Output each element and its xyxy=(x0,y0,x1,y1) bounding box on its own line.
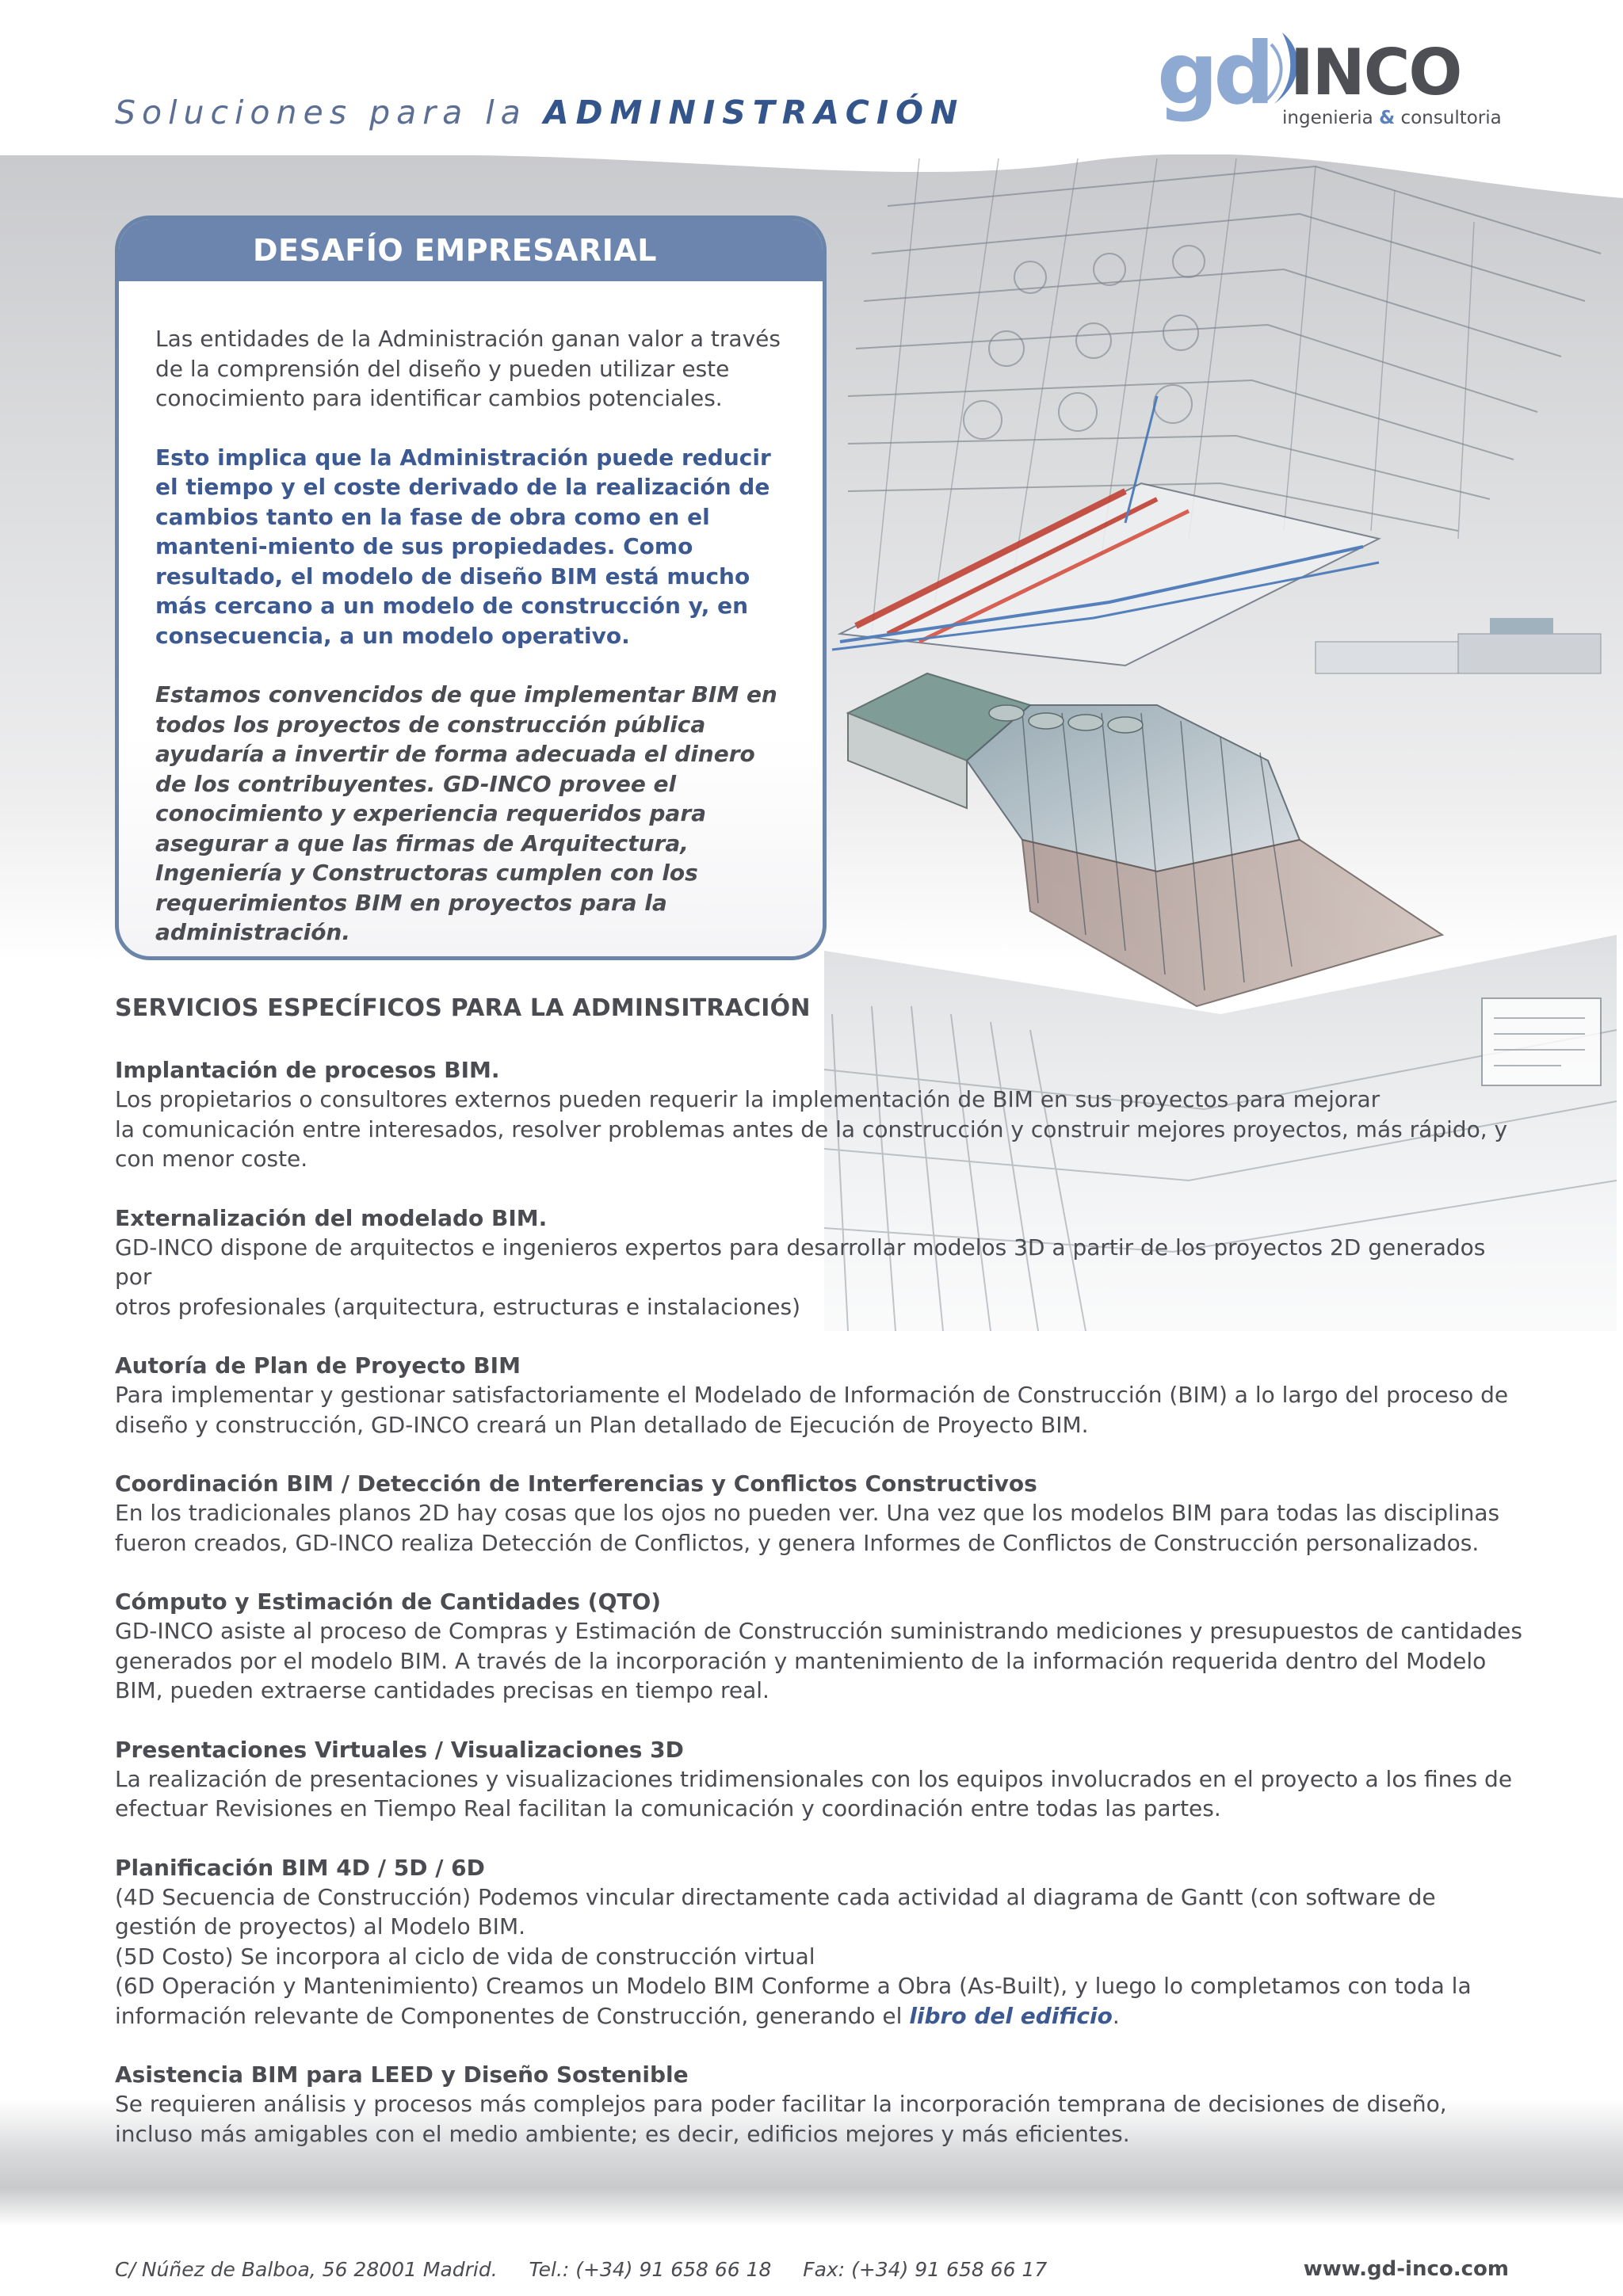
header-tagline xyxy=(115,93,964,132)
service-line: GD-INCO dispone de arquitectos e ingenieros expertos para desarrollar modelos 3D a partir de los proyectos 2D generados por xyxy=(115,1234,1486,1290)
services-list xyxy=(115,1055,1526,2149)
service-item xyxy=(115,1469,1526,1558)
service-line: En los tradicionales planos 2D hay cosas que los ojos no pueden ver. Una vez que los modelos BIM para todas las disciplinas xyxy=(115,1500,1500,1526)
footer-address: C/ Núñez de Balboa, 56 28001 Madrid. xyxy=(115,2258,498,2281)
services-section xyxy=(115,994,1526,2178)
service-item xyxy=(115,1351,1526,1440)
service-title: Asistencia BIM para LEED y Diseño Sostenible xyxy=(115,2061,689,2088)
service-line-suffix: . xyxy=(1112,2002,1120,2029)
services-title: SERVICIOS ESPECÍFICOS PARA LA ADMINSITRACIÓN xyxy=(115,994,811,1022)
tagline-prefix: Soluciones para la xyxy=(115,93,544,132)
service-line-prefix: información relevante de Componentes de Construcción, generando el xyxy=(115,2002,910,2029)
service-item xyxy=(115,2060,1526,2149)
service-line: Para implementar y gestionar satisfactoriamente el Modelado de Información de Construcción (BIM) a lo largo del proceso de xyxy=(115,1382,1509,1408)
service-title: Externalización del modelado BIM. xyxy=(115,1204,548,1231)
service-line: la comunicación entre interesados, resolver problemas antes de la construcción y construir mejores proyectos, más rápido, y xyxy=(115,1116,1508,1142)
service-item xyxy=(115,1203,1526,1322)
service-line: incluso más amigables con el medio ambiente; es decir, edificios mejores y más eficientes. xyxy=(115,2120,1130,2147)
service-line: Se requieren análisis y procesos más complejos para poder facilitar la incorporación temprana de decisiones de diseño, xyxy=(115,2091,1447,2117)
service-title: Presentaciones Virtuales / Visualizaciones 3D xyxy=(115,1736,684,1763)
service-line: otros profesionales (arquitectura, estructuras e instalaciones) xyxy=(115,1293,801,1320)
challenge-title: DESAFÍO EMPRESARIAL xyxy=(119,219,823,281)
service-line: La realización de presentaciones y visualizaciones tridimensionales con los equipos involucrados en el proyecto a los fines de xyxy=(115,1765,1513,1792)
company-logo xyxy=(1157,25,1506,135)
challenge-box xyxy=(115,215,827,960)
service-item xyxy=(115,1853,1526,2031)
challenge-paragraph-3: Estamos convencidos de que implementar BIM en todos los proyectos de construcción pública ayudaría a invertir de forma adecuada el dinero de los contribuyentes. GD-INCO provee el conocimiento y experiencia requeridos para asegurar a que las firmas de Arquitectura, Ingeniería y Constructoras cumplen con los requerimientos BIM en proyectos para la administración. xyxy=(155,681,777,945)
service-line: Los propietarios o consultores externos pueden requerir la implementación de BIM en sus proyectos para mejorar xyxy=(115,1086,1381,1112)
footer-fax: Fax: (+34) 91 658 66 17 xyxy=(803,2258,1048,2281)
service-line: (6D Operación y Mantenimiento) Creamos un Modelo BIM Conforme a Obra (As-Built), y luego lo completamos con toda la xyxy=(115,1973,1472,1999)
service-title: Autoría de Plan de Proyecto BIM xyxy=(115,1352,521,1379)
service-line: efectuar Revisiones en Tiempo Real facilitan la comunicación y coordinación entre todas las partes. xyxy=(115,1795,1221,1821)
service-line: diseño y construcción, GD-INCO creará un Plan detallado de Ejecución de Proyecto BIM. xyxy=(115,1411,1089,1438)
logo-gd-text: gd xyxy=(1157,25,1270,124)
building-book-emphasis: libro del edificio xyxy=(909,2002,1113,2029)
service-line: generados por el modelo BIM. A través de la incorporación y mantenimiento de la información requerida dentro del Modelo xyxy=(115,1647,1487,1674)
service-line: GD-INCO asiste al proceso de Compras y Estimación de Construcción suministrando mediciones y presupuestos de cantidades xyxy=(115,1618,1522,1644)
service-line: con menor coste. xyxy=(115,1146,308,1172)
service-item xyxy=(115,1735,1526,1824)
logo-inco-text: INCO xyxy=(1290,36,1461,109)
service-title: Planificación BIM 4D / 5D / 6D xyxy=(115,1854,485,1881)
service-title: Implantación de procesos BIM. xyxy=(115,1057,500,1083)
service-item xyxy=(115,1055,1526,1174)
service-title: Coordinación BIM / Detección de Interferencias y Conflictos Constructivos xyxy=(115,1470,1037,1497)
footer-contact xyxy=(115,2258,1047,2281)
footer-phone: Tel.: (+34) 91 658 66 18 xyxy=(529,2258,772,2281)
footer-website-link[interactable]: www.gd-inco.com xyxy=(1303,2257,1509,2281)
logo-sub-amp: & xyxy=(1379,108,1396,128)
service-line: gestión de proyectos) al Modelo BIM. xyxy=(115,1913,525,1939)
logo-sub-left: ingenieria xyxy=(1282,108,1380,128)
challenge-paragraph-2: Esto implica que la Administración puede reducir el tiempo y el coste derivado de la realización de cambios tanto en la fase de obra como en el manteni-miento de sus propiedades. Como resultado, el modelo de diseño BIM está mucho más cercano a un modelo de construcción y, en consecuencia, a un modelo operativo. xyxy=(155,444,771,649)
challenge-paragraph-1: Las entidades de la Administración ganan valor a través de la comprensión del diseño y pueden utilizar este conocimiento para identificar cambios potenciales. xyxy=(155,326,781,411)
service-line: (5D Costo) Se incorpora al ciclo de vida de construcción virtual xyxy=(115,1943,815,1970)
challenge-body xyxy=(119,281,823,948)
service-line: BIM, pueden extraerse cantidades precisas en tiempo real. xyxy=(115,1677,769,1703)
service-line: (4D Secuencia de Construcción) Podemos vincular directamente cada actividad al diagrama de Gantt (con software de xyxy=(115,1883,1436,1910)
service-line: fueron creados, GD-INCO realiza Detección de Conflictos, y genera Informes de Conflictos de Construcción personalizados. xyxy=(115,1529,1480,1556)
service-title: Cómputo y Estimación de Cantidades (QTO) xyxy=(115,1589,662,1615)
service-item xyxy=(115,1587,1526,1706)
service-line xyxy=(115,2001,1526,2031)
tagline-emphasis: ADMINISTRACIÓN xyxy=(543,93,965,132)
logo-sub-right: consultoria xyxy=(1395,108,1502,128)
logo-subtitle xyxy=(1282,108,1502,128)
